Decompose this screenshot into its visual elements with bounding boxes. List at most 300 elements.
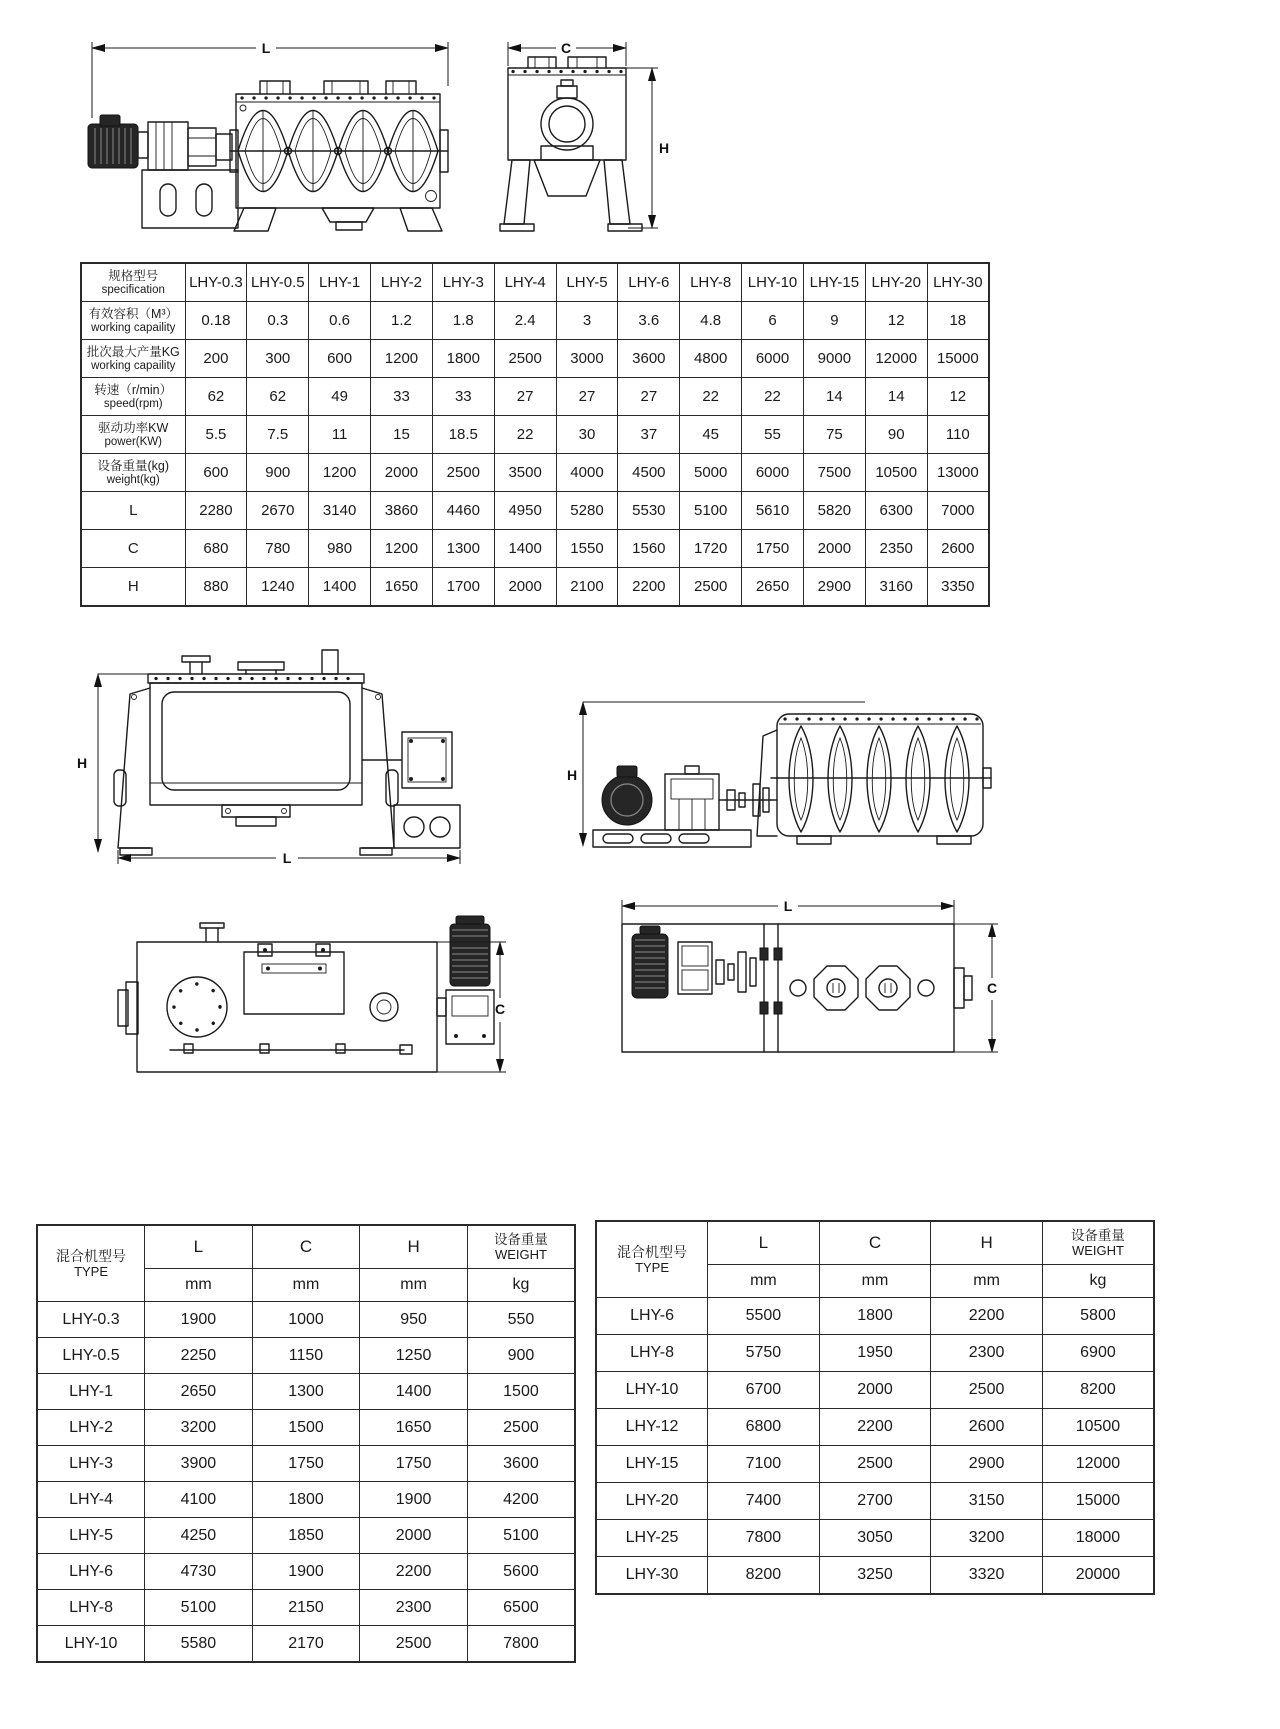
model-header: LHY-2: [371, 263, 433, 302]
spec-value: 2200: [618, 568, 680, 607]
spec-row: [81, 568, 989, 607]
dim-header-row: [37, 1225, 575, 1269]
dim-row: [37, 1302, 575, 1338]
spec-value: 22: [742, 378, 804, 416]
dim-value: 1950: [819, 1335, 931, 1372]
label-en: specification: [101, 283, 165, 296]
mixing-drum: [230, 81, 448, 208]
spec-row-label: [81, 416, 185, 454]
dim-type: LHY-1: [37, 1374, 145, 1410]
spec-value: 5100: [680, 492, 742, 530]
spec-value: 300: [247, 340, 309, 378]
dim-value: 3900: [145, 1446, 253, 1482]
dim-value: 2170: [252, 1626, 360, 1663]
dim-value: 3250: [819, 1557, 931, 1595]
dim-value: 1800: [252, 1482, 360, 1518]
dim-value: 1250: [360, 1338, 468, 1374]
model-header: LHY-1: [309, 263, 371, 302]
spec-value: 2600: [927, 530, 989, 568]
dim-value: 1900: [360, 1482, 468, 1518]
spec-value: 5280: [556, 492, 618, 530]
dim-type: LHY-6: [37, 1554, 145, 1590]
spec-value: 4460: [432, 492, 494, 530]
spec-value: 2500: [680, 568, 742, 607]
dim-value: 7100: [708, 1446, 820, 1483]
label-zh: 混合机型号: [56, 1247, 127, 1264]
dim-value: 4200: [467, 1482, 575, 1518]
dim-value: 5100: [467, 1518, 575, 1554]
spec-value: 5530: [618, 492, 680, 530]
dimension-table-right: [595, 1220, 1155, 1595]
dim-value: 6700: [708, 1372, 820, 1409]
spec-value: 1200: [309, 454, 371, 492]
label-zh: 设备重量: [1070, 1227, 1125, 1243]
model-header: LHY-8: [680, 263, 742, 302]
model-header: LHY-3: [432, 263, 494, 302]
drawing-plan-view-left: [112, 910, 518, 1088]
dimension-C: [954, 924, 998, 1052]
spec-value: 10500: [865, 454, 927, 492]
spec-value: 7500: [803, 454, 865, 492]
label-en: WEIGHT: [1071, 1242, 1124, 1258]
dimension-table-left: [36, 1224, 576, 1663]
dim-value: 15000: [1042, 1483, 1154, 1520]
dimension-L: [118, 850, 460, 866]
spec-value: 13000: [927, 454, 989, 492]
dim-value: 2200: [360, 1554, 468, 1590]
spec-row: [81, 492, 989, 530]
dim-value: 1300: [252, 1374, 360, 1410]
label-en: TYPE: [74, 1263, 109, 1279]
spec-value: 27: [494, 378, 556, 416]
dim-value: 2300: [360, 1590, 468, 1626]
dim-value: 1400: [360, 1374, 468, 1410]
model-header: LHY-10: [742, 263, 804, 302]
spec-value: 5820: [803, 492, 865, 530]
dim-row: [596, 1409, 1154, 1446]
dim-value: 12000: [1042, 1446, 1154, 1483]
dim-label-C: C: [560, 40, 572, 56]
spec-row-label: L: [81, 492, 185, 530]
dimension-L: [92, 40, 448, 118]
dim-value: 1500: [252, 1410, 360, 1446]
spec-table-body: [81, 263, 989, 606]
spec-value: 5610: [742, 492, 804, 530]
spec-value: 5.5: [185, 416, 247, 454]
dim-type: LHY-5: [37, 1518, 145, 1554]
model-header: LHY-15: [803, 263, 865, 302]
spec-value: 2000: [494, 568, 556, 607]
spec-value: 1750: [742, 530, 804, 568]
spec-row: [81, 416, 989, 454]
spec-value: 600: [309, 340, 371, 378]
mixer-body-front: [114, 683, 398, 848]
spec-value: 3000: [556, 340, 618, 378]
spec-value: 780: [247, 530, 309, 568]
dim-row: [596, 1483, 1154, 1520]
dim-row: [37, 1590, 575, 1626]
spec-value: 7000: [927, 492, 989, 530]
label-zh: 规格型号: [108, 268, 159, 283]
dim-value: 6800: [708, 1409, 820, 1446]
spec-value: 49: [309, 378, 371, 416]
dim-value: 950: [360, 1302, 468, 1338]
dim-value: 18000: [1042, 1520, 1154, 1557]
spec-value: 2000: [803, 530, 865, 568]
vertical-motor: [437, 916, 494, 1044]
dim-row: [596, 1557, 1154, 1595]
type-header: [37, 1225, 145, 1302]
spec-value: 1.8: [432, 302, 494, 340]
spec-row-label: [81, 454, 185, 492]
dim-label-C: C: [494, 1001, 506, 1017]
dim-value: 1000: [252, 1302, 360, 1338]
dim-unit: mm: [360, 1269, 468, 1302]
spec-row: [81, 530, 989, 568]
spec-value: 22: [680, 378, 742, 416]
drawing-spiral-side-view: [565, 686, 995, 854]
spec-header-row: [81, 263, 989, 302]
spec-value: 2280: [185, 492, 247, 530]
spec-value: 2650: [742, 568, 804, 607]
spec-value: 4950: [494, 492, 556, 530]
spec-value: 3: [556, 302, 618, 340]
spec-value: 200: [185, 340, 247, 378]
dim-value: 20000: [1042, 1557, 1154, 1595]
spec-value: 5000: [680, 454, 742, 492]
dim-unit: mm: [819, 1265, 931, 1298]
spec-value: 18: [927, 302, 989, 340]
spec-row: [81, 454, 989, 492]
dim-row: [37, 1518, 575, 1554]
motor: [602, 766, 652, 825]
spec-table: [80, 262, 990, 607]
dim-value: 2000: [819, 1372, 931, 1409]
spec-value: 6300: [865, 492, 927, 530]
spec-row-label: H: [81, 568, 185, 607]
spec-value: 1700: [432, 568, 494, 607]
dim-label-C: C: [986, 980, 998, 996]
mixer-body-end: [508, 57, 626, 160]
spec-value: 0.3: [247, 302, 309, 340]
spec-value: 2900: [803, 568, 865, 607]
spec-row-label: [81, 302, 185, 340]
drawing-mixer-front-view: [70, 642, 470, 870]
spec-value: 30: [556, 416, 618, 454]
dim-label-H: H: [566, 767, 578, 783]
dim-type: LHY-6: [596, 1298, 708, 1335]
spec-value: 600: [185, 454, 247, 492]
dim-row: [596, 1446, 1154, 1483]
spec-value: 2670: [247, 492, 309, 530]
spec-value: 680: [185, 530, 247, 568]
spec-value: 75: [803, 416, 865, 454]
dim-value: 550: [467, 1302, 575, 1338]
dim-value: 4730: [145, 1554, 253, 1590]
dim-col-header: L: [708, 1221, 820, 1265]
drive-pedestal: [142, 170, 238, 228]
dim-row: [37, 1410, 575, 1446]
dimension-H: [626, 68, 669, 228]
spec-value: 3160: [865, 568, 927, 607]
spec-value: 1560: [618, 530, 680, 568]
dim-value: 5500: [708, 1298, 820, 1335]
dim-type: LHY-15: [596, 1446, 708, 1483]
model-header: LHY-30: [927, 263, 989, 302]
spec-value: 22: [494, 416, 556, 454]
spec-value: 1200: [371, 530, 433, 568]
spec-value: 1200: [371, 340, 433, 378]
dim-value: 3050: [819, 1520, 931, 1557]
drawing-mixer-side-view: [84, 28, 456, 234]
spec-value: 1400: [494, 530, 556, 568]
dim-type: LHY-20: [596, 1483, 708, 1520]
dim-col-header: H: [931, 1221, 1043, 1265]
dim-row: [37, 1554, 575, 1590]
spec-value: 12: [927, 378, 989, 416]
dim-value: 1750: [360, 1446, 468, 1482]
dim-value: 1900: [252, 1554, 360, 1590]
spec-value: 980: [309, 530, 371, 568]
dim-unit: mm: [252, 1269, 360, 1302]
dim-type: LHY-4: [37, 1482, 145, 1518]
spec-value: 2.4: [494, 302, 556, 340]
dim-label-H: H: [76, 755, 88, 771]
mixer-body-plan: [118, 923, 437, 1072]
dim-col-header: C: [819, 1221, 931, 1265]
dim-value: 3150: [931, 1483, 1043, 1520]
dim-label-L: L: [261, 40, 271, 56]
dim-value: 900: [467, 1338, 575, 1374]
model-header: LHY-0.5: [247, 263, 309, 302]
spec-value: 18.5: [432, 416, 494, 454]
dim-label-H: H: [658, 140, 670, 156]
dim-type: LHY-12: [596, 1409, 708, 1446]
spec-value: 90: [865, 416, 927, 454]
spec-value: 11: [309, 416, 371, 454]
spec-value: 27: [618, 378, 680, 416]
spec-value: 3350: [927, 568, 989, 607]
dim-value: 6900: [1042, 1335, 1154, 1372]
label-zh: 设备重量(kg): [97, 458, 170, 473]
spec-value: 3600: [618, 340, 680, 378]
dim-row: [37, 1374, 575, 1410]
label-en: weight(kg): [106, 473, 160, 486]
dim-row: [37, 1482, 575, 1518]
dim-value: 2300: [931, 1335, 1043, 1372]
dim-unit: kg: [467, 1269, 575, 1302]
motor: [88, 115, 138, 168]
model-header: LHY-0.3: [185, 263, 247, 302]
spec-value: 9000: [803, 340, 865, 378]
spec-value: 2500: [494, 340, 556, 378]
dim-type: LHY-8: [37, 1590, 145, 1626]
label-en: power(KW): [104, 435, 162, 448]
label-zh: 混合机型号: [617, 1243, 688, 1260]
dim-type: LHY-2: [37, 1410, 145, 1446]
spec-value: 62: [185, 378, 247, 416]
dim-col-header: [467, 1225, 575, 1269]
spec-value: 6000: [742, 340, 804, 378]
spec-value: 3500: [494, 454, 556, 492]
dim-value: 4250: [145, 1518, 253, 1554]
spec-value: 3.6: [618, 302, 680, 340]
dim-value: 3600: [467, 1446, 575, 1482]
dim-type: LHY-0.3: [37, 1302, 145, 1338]
spec-value: 12: [865, 302, 927, 340]
dim-unit: mm: [931, 1265, 1043, 1298]
spec-value: 2000: [371, 454, 433, 492]
spec-value: 33: [371, 378, 433, 416]
dim-value: 1850: [252, 1518, 360, 1554]
spec-value: 27: [556, 378, 618, 416]
dim-label-L: L: [282, 850, 292, 866]
dim-value: 2250: [145, 1338, 253, 1374]
spec-value: 2500: [432, 454, 494, 492]
dim-value: 2500: [931, 1372, 1043, 1409]
drum-legs: [234, 208, 442, 231]
spec-value: 1.2: [371, 302, 433, 340]
dim-type: LHY-3: [37, 1446, 145, 1482]
spec-value: 15000: [927, 340, 989, 378]
model-header: LHY-5: [556, 263, 618, 302]
label-zh: 设备重量: [493, 1231, 548, 1247]
support-frame: [500, 160, 642, 231]
discharge-gate: [120, 805, 392, 855]
spec-value: 7.5: [247, 416, 309, 454]
spec-value: 9: [803, 302, 865, 340]
spec-value: 45: [680, 416, 742, 454]
dim-value: 2650: [145, 1374, 253, 1410]
spec-value: 37: [618, 416, 680, 454]
spec-value: 1720: [680, 530, 742, 568]
spec-row: [81, 340, 989, 378]
dim-value: 8200: [708, 1557, 820, 1595]
spec-value: 4000: [556, 454, 618, 492]
dimension-C: [508, 40, 626, 66]
spec-row: [81, 378, 989, 416]
dim-value: 8200: [1042, 1372, 1154, 1409]
dim-value: 2200: [931, 1298, 1043, 1335]
dimension-H: [77, 674, 205, 852]
dim-type: LHY-25: [596, 1520, 708, 1557]
dim-row: [596, 1372, 1154, 1409]
dim-value: 2500: [819, 1446, 931, 1483]
dim-value: 1500: [467, 1374, 575, 1410]
dim-value: 2700: [819, 1483, 931, 1520]
label-en: speed(rpm): [103, 397, 163, 410]
model-header: LHY-20: [865, 263, 927, 302]
spec-value: 880: [185, 568, 247, 607]
spec-value: 0.6: [309, 302, 371, 340]
label-en: WEIGHT: [494, 1246, 547, 1262]
dim-value: 5580: [145, 1626, 253, 1663]
dim-row: [596, 1520, 1154, 1557]
dim-row: [596, 1298, 1154, 1335]
dim-value: 5100: [145, 1590, 253, 1626]
spec-value: 1800: [432, 340, 494, 378]
drive-unit: [362, 732, 460, 848]
spec-value: 900: [247, 454, 309, 492]
dim-header-row: [596, 1221, 1154, 1265]
dim-col-header: C: [252, 1225, 360, 1269]
spec-value: 2350: [865, 530, 927, 568]
spec-value: 15: [371, 416, 433, 454]
spec-row: [81, 302, 989, 340]
dim-value: 7400: [708, 1483, 820, 1520]
spec-value: 14: [803, 378, 865, 416]
dim-row: [37, 1446, 575, 1482]
dim-value: 1650: [360, 1410, 468, 1446]
dim-value: 4100: [145, 1482, 253, 1518]
spec-value: 62: [247, 378, 309, 416]
dim-row: [37, 1626, 575, 1663]
dim-value: 7800: [467, 1626, 575, 1663]
label-zh: 驱动功率KW: [98, 420, 169, 435]
dim-value: 1750: [252, 1446, 360, 1482]
dim-value: 6500: [467, 1590, 575, 1626]
dim-row: [37, 1338, 575, 1374]
model-header: LHY-4: [494, 263, 556, 302]
dim-type: LHY-0.5: [37, 1338, 145, 1374]
dim-value: 1150: [252, 1338, 360, 1374]
spec-row-label: [81, 340, 185, 378]
dim-value: 2500: [360, 1626, 468, 1663]
spec-value: 3860: [371, 492, 433, 530]
label-zh: 有效容积（M³）: [88, 306, 179, 321]
dim-value: 2000: [360, 1518, 468, 1554]
dim-value: 3200: [931, 1520, 1043, 1557]
spec-value: 1550: [556, 530, 618, 568]
gearbox: [138, 122, 232, 170]
dim-type: LHY-10: [37, 1626, 145, 1663]
dim-value: 3320: [931, 1557, 1043, 1595]
dim-type: LHY-10: [596, 1372, 708, 1409]
spec-value: 3140: [309, 492, 371, 530]
label-zh: 批次最大产量KG: [86, 344, 180, 359]
motor-base: [593, 830, 751, 847]
spec-value: 1300: [432, 530, 494, 568]
dim-unit: mm: [145, 1269, 253, 1302]
dim-row: [596, 1335, 1154, 1372]
spec-value: 4800: [680, 340, 742, 378]
dimension-table-left-body: [37, 1225, 575, 1662]
label-en: TYPE: [635, 1259, 670, 1275]
label-en: working capaility: [91, 359, 176, 372]
dimension-table-right-body: [596, 1221, 1154, 1594]
label-zh: 转速（r/min）: [94, 382, 173, 397]
mixer-body-plan: [622, 924, 972, 1052]
spec-value: 55: [742, 416, 804, 454]
dimension-L: [622, 898, 954, 924]
dim-type: LHY-30: [596, 1557, 708, 1595]
dim-type: LHY-8: [596, 1335, 708, 1372]
dim-value: 10500: [1042, 1409, 1154, 1446]
dim-col-header: L: [145, 1225, 253, 1269]
dim-unit: mm: [708, 1265, 820, 1298]
spec-value: 0.18: [185, 302, 247, 340]
spec-value: 4500: [618, 454, 680, 492]
spec-value: 1240: [247, 568, 309, 607]
dim-value: 2150: [252, 1590, 360, 1626]
spec-value: 14: [865, 378, 927, 416]
dim-value: 5600: [467, 1554, 575, 1590]
spec-value: 2100: [556, 568, 618, 607]
spec-value: 110: [927, 416, 989, 454]
spiral-drum: [757, 714, 991, 844]
dim-value: 5800: [1042, 1298, 1154, 1335]
dim-value: 1800: [819, 1298, 931, 1335]
